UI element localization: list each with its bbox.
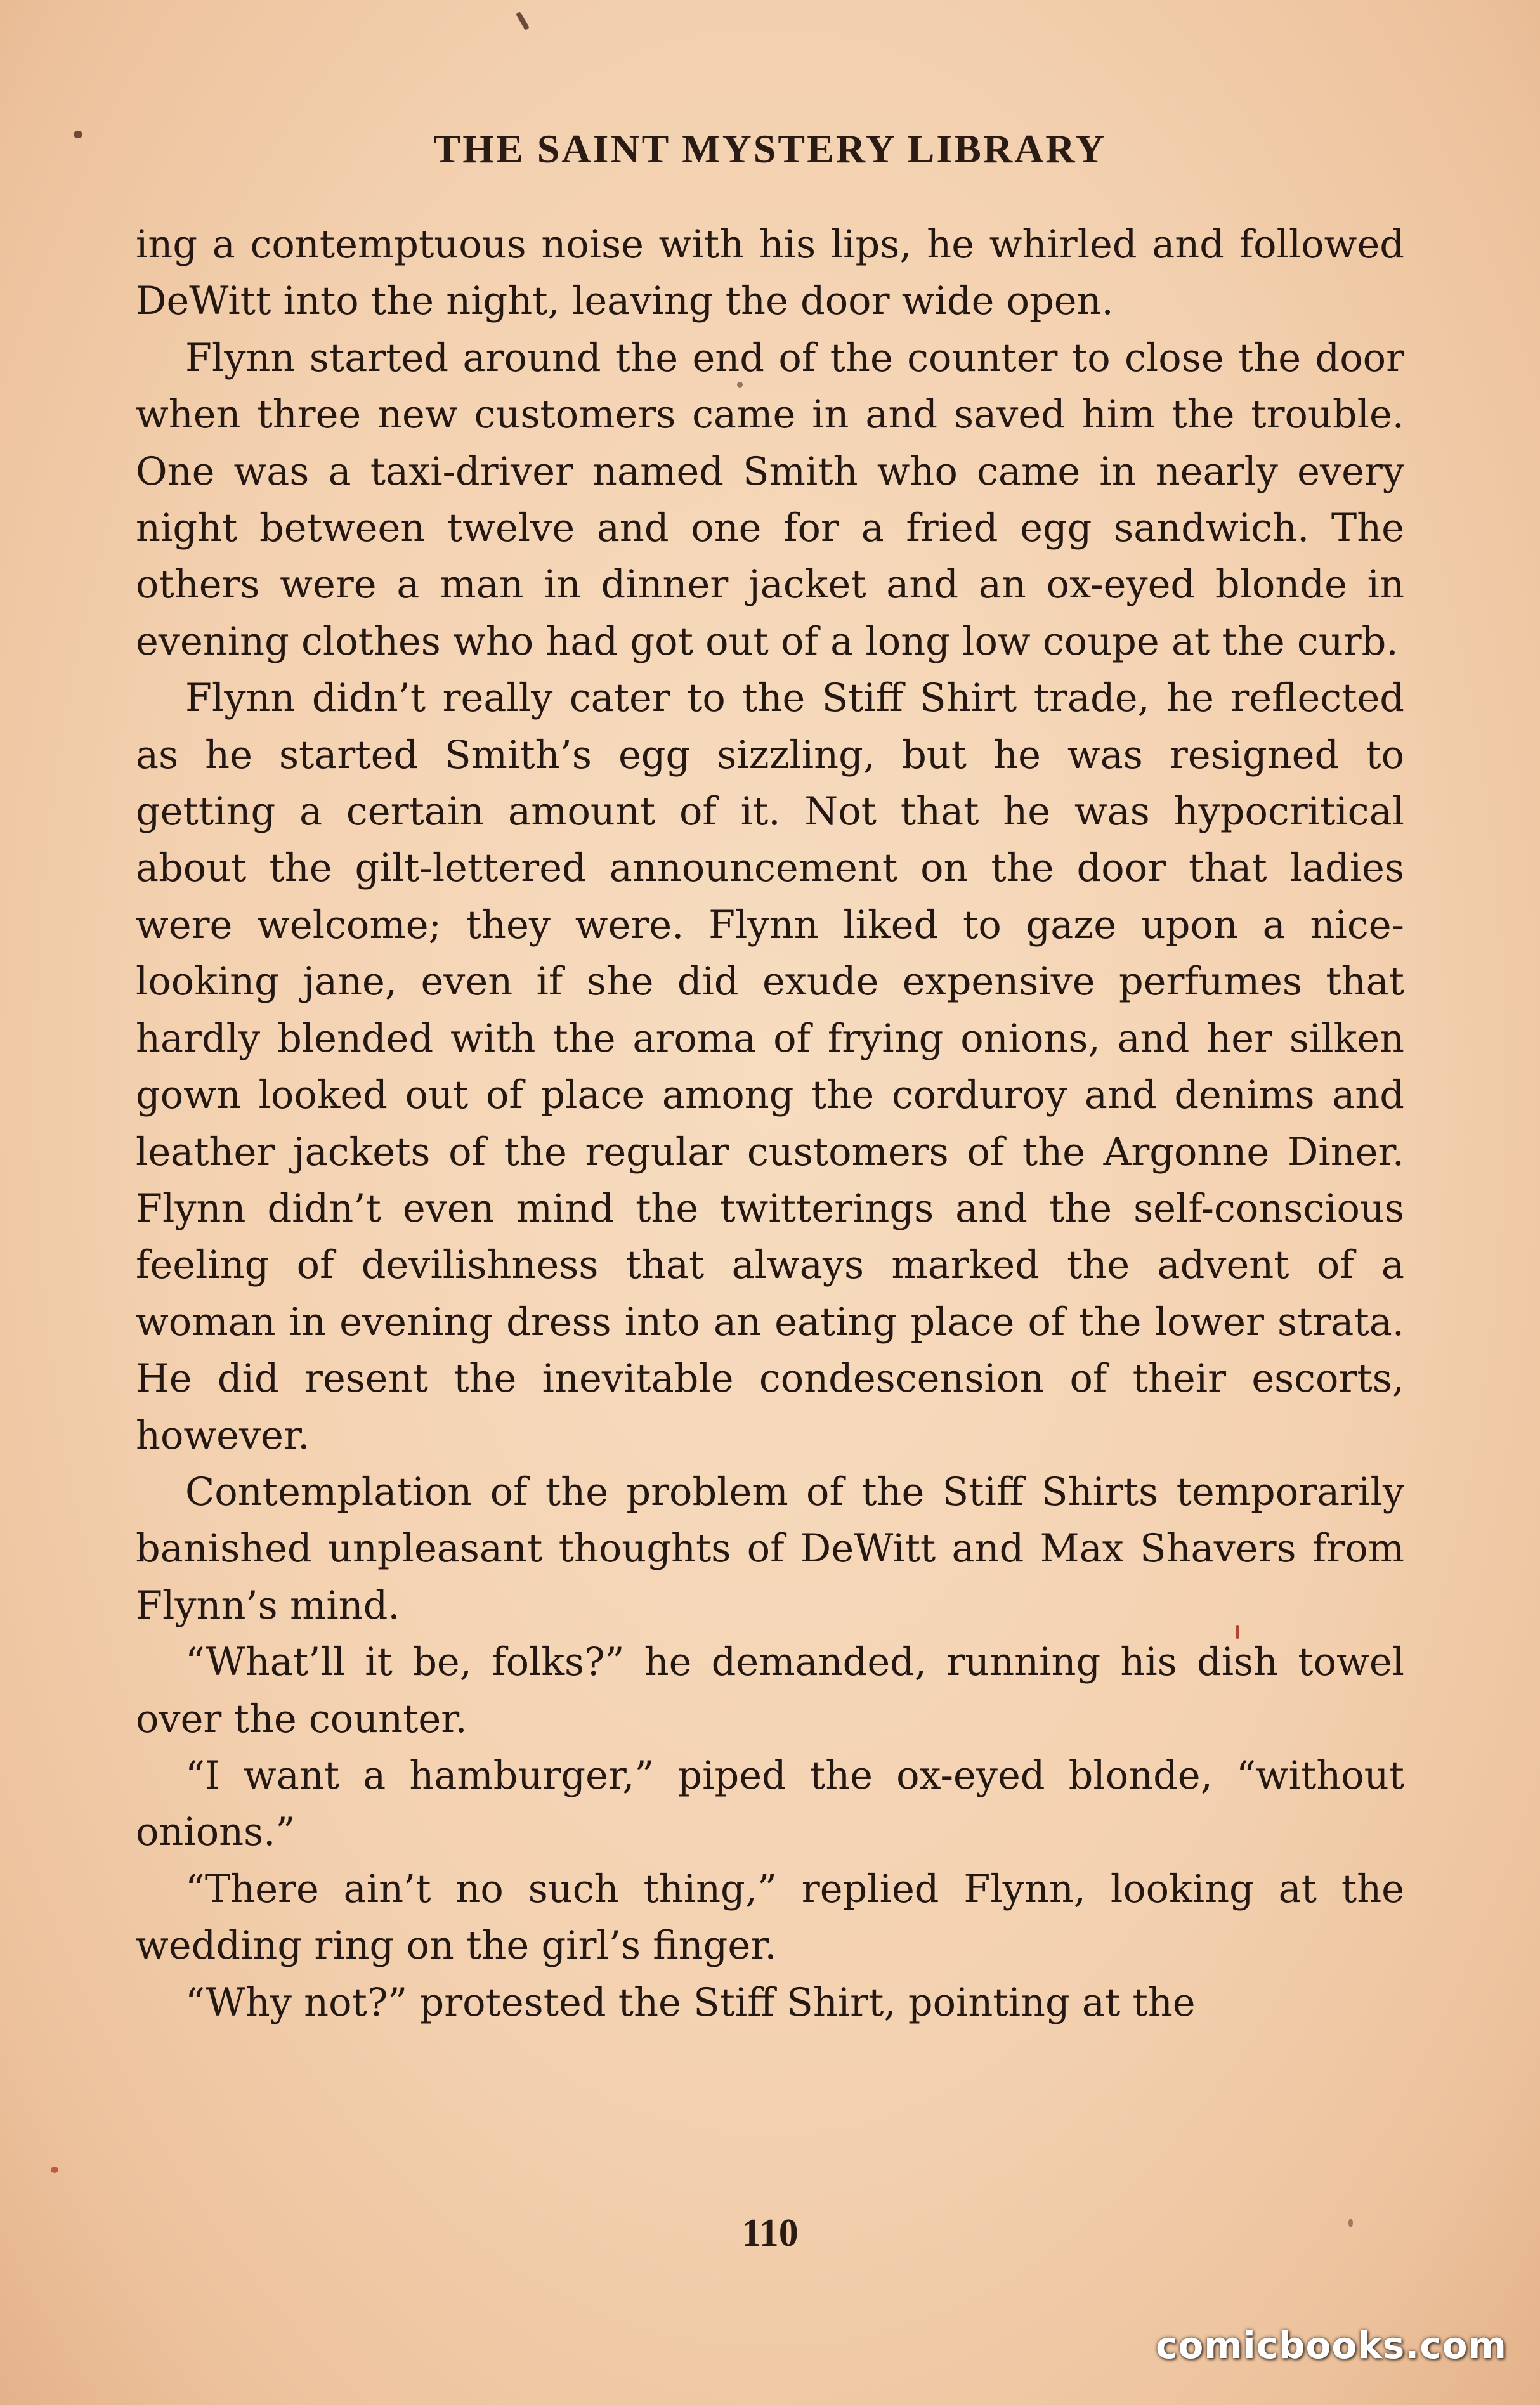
paper-speck — [51, 2167, 58, 2173]
paragraph-continued: ing a contemptuous noise with his lips, he whirled and followed DeWitt into the night, leaving the door wide open. — [136, 223, 1404, 324]
paragraph: “What’ll it be, folks?” he demanded, running his dish towel over the counter. — [136, 1640, 1404, 1742]
paragraph: Flynn started around the end of the counter to close the door when three new customers came in and saved him the trouble. One was a taxi-driver named Smith who came in nearly every night between twelve and one for a fried egg sandwich. The others were a man in dinner jacket and an ox-eyed blonde in evening clothes who had got out of a long low coupe at the curb. — [136, 336, 1404, 664]
paragraph: “There ain’t no such thing,” replied Flynn, looking at the wedding ring on the girl’s finger. — [136, 1867, 1404, 1969]
paper-speck — [516, 11, 530, 30]
paragraph: Flynn didn’t really cater to the Stiff Shirt trade, he reflected as he started Smith’s egg sizzling, but he was resigned to getting a certain amount of it. Not that he was hypocritical about the gilt-lettered announcement on the door that ladies were welcome; they were. Flynn liked to gaze upon a nice-looking jane, even if she did exude expensive perfumes that hardly blended with the aroma of frying onions, and her silken gown looked out of place among the corduroy and denims and leather jackets of the regular customers of the Argonne Diner. Flynn didn’t even mind the twitterings and the self-conscious feeling of devilishness that always marked the advent of a woman in evening dress into an eating place of the lower strata. He did resent the inevitable condescension of their escorts, however. — [136, 676, 1404, 1458]
paragraph: “I want a hamburger,” piped the ox-eyed blonde, “without onions.” — [136, 1753, 1404, 1855]
body-text — [136, 217, 1404, 2031]
watermark: comicbooks.com — [1156, 2324, 1507, 2367]
paragraph: Contemplation of the problem of the Stiff Shirts temporarily banished unpleasant thoughts of DeWitt and Max Shavers from Flynn’s mind. — [136, 1470, 1404, 1628]
page-number: 110 — [741, 2212, 799, 2255]
paragraph-continues: “Why not?” protested the Stiff Shirt, pointing at the — [185, 1980, 1196, 2025]
running-header: THE SAINT MYSTERY LIBRARY — [433, 126, 1107, 171]
